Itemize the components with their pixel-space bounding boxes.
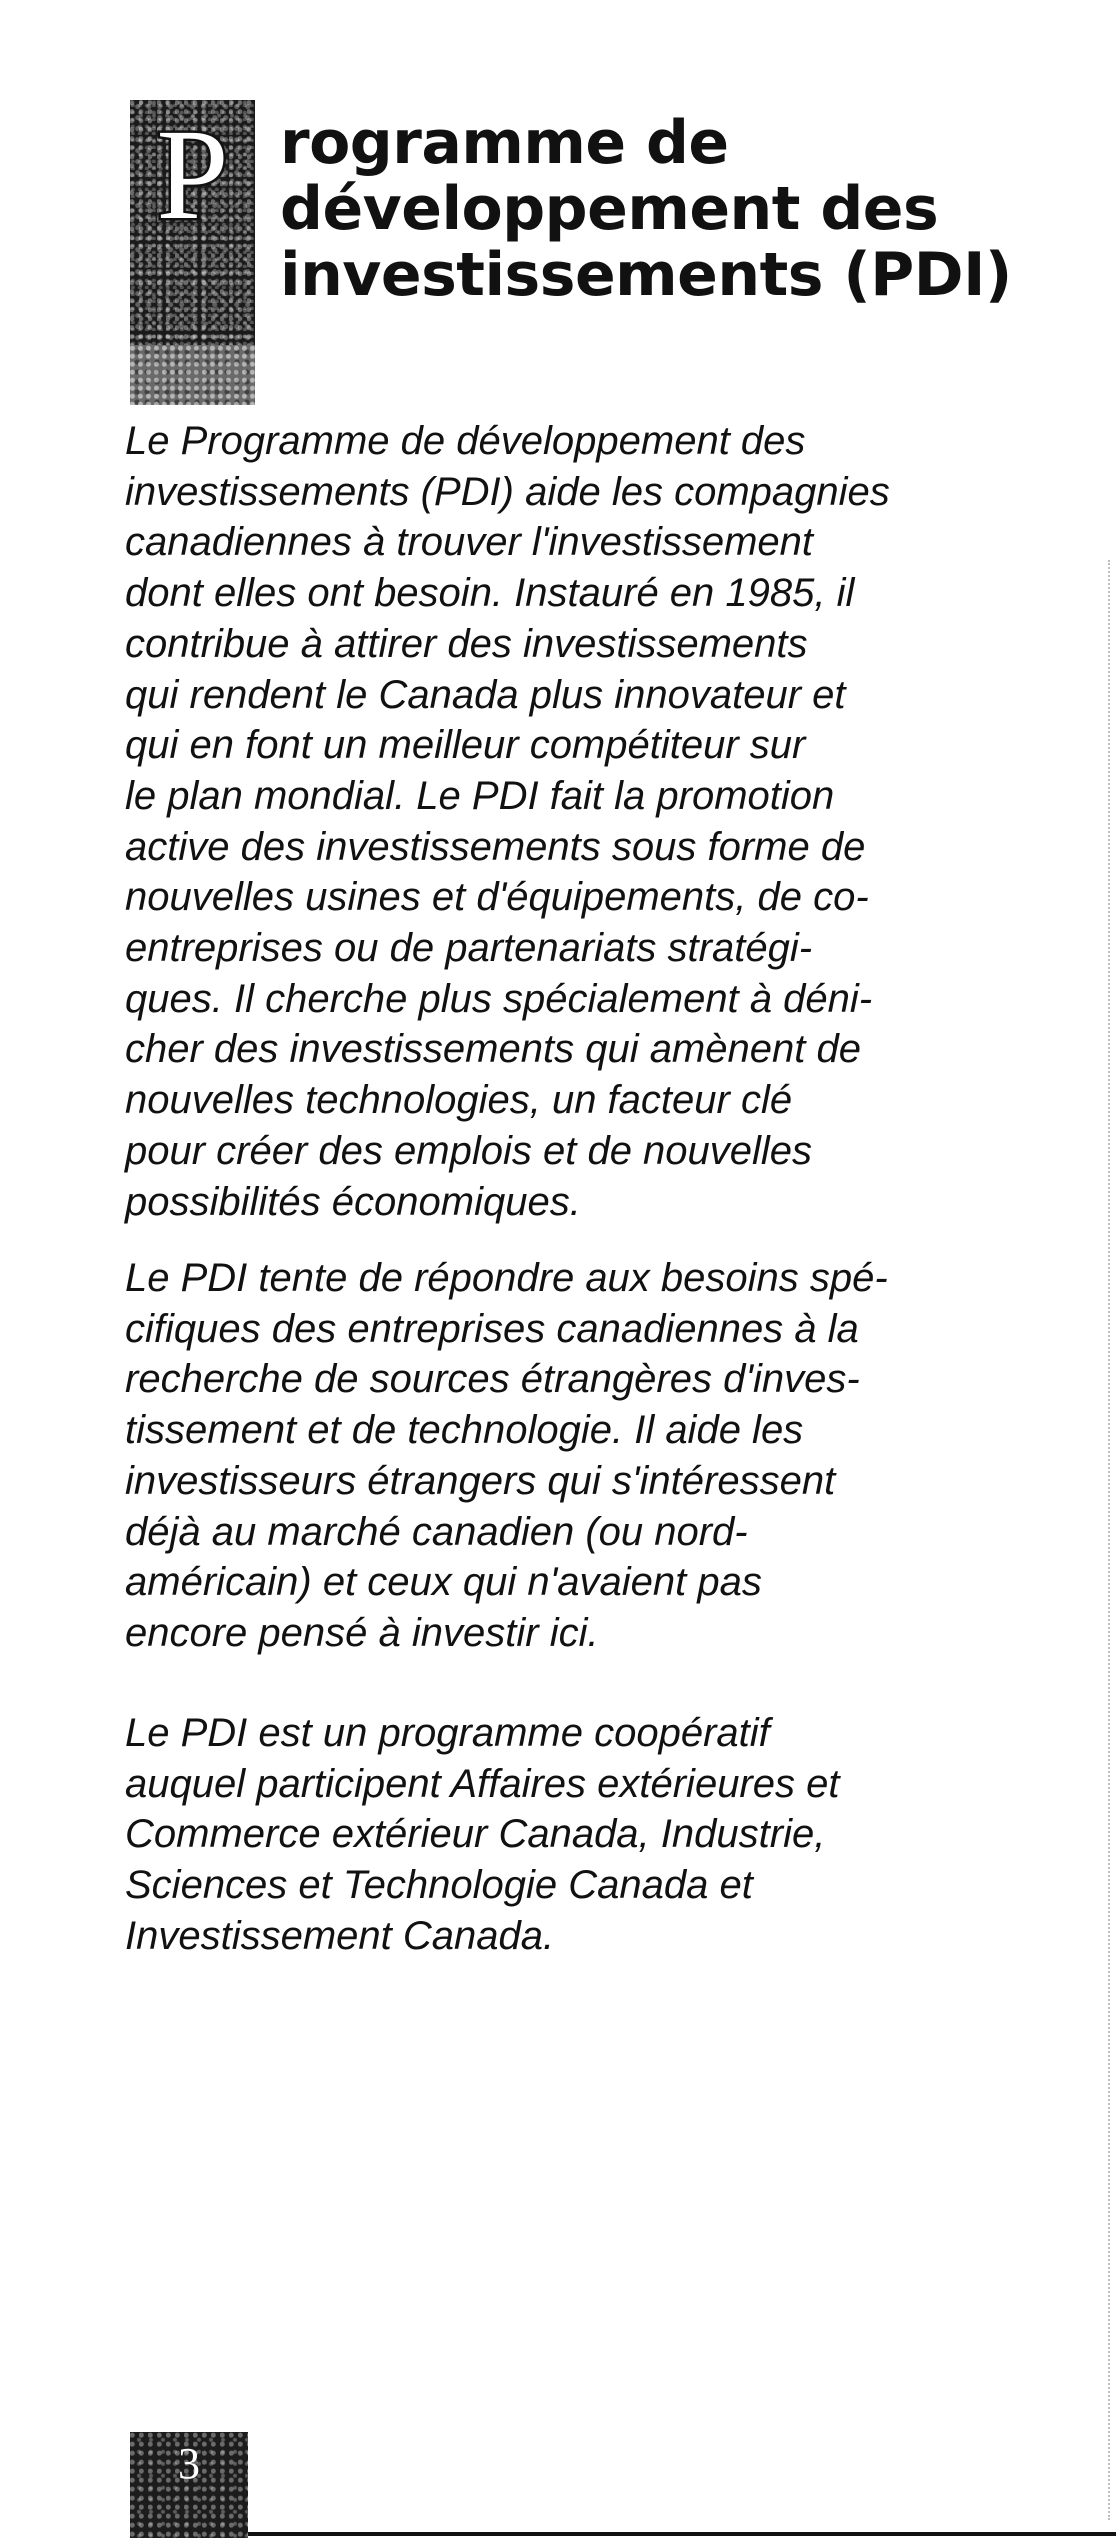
paragraph-partners	[125, 1708, 1015, 1962]
scan-edge-bottom	[240, 2532, 1116, 2536]
text-line: Le Programme de développement des	[125, 419, 806, 463]
text-line: tissement et de technologie. Il aide les	[125, 1408, 804, 1453]
text-line: cifiques des entreprises canadiennes à la	[125, 1306, 859, 1351]
text-line: investissements (PDI) aide les compagnies	[125, 469, 890, 514]
drop-cap-letter: P	[156, 103, 229, 247]
text-line: contribue à attirer des investissements	[125, 621, 808, 666]
paragraph-needs	[125, 1253, 1015, 1659]
text-line: Le PDI tente de répondre aux besoins spé-	[125, 1256, 888, 1300]
text-line: possibilités économiques.	[125, 1179, 581, 1224]
text-line: entreprises ou de partenariats stratégi-	[125, 926, 813, 971]
page-title	[280, 110, 1012, 308]
drop-cap-block	[130, 100, 255, 405]
title-line: rogramme de	[280, 108, 729, 178]
text-line: le plan mondial. Le PDI fait la promotion	[125, 773, 835, 818]
text-line: qui en font un meilleur compétiteur sur	[125, 723, 806, 768]
paragraph-intro	[125, 416, 1015, 1227]
text-line: auquel participent Affaires extérieures et	[125, 1761, 840, 1806]
text-line: dont elles ont besoin. Instauré en 1985, il	[125, 571, 855, 616]
text-line: Investissement Canada.	[125, 1913, 555, 1958]
scan-edge-right	[1108, 560, 1110, 2520]
text-line: Le PDI est un programme coopératif	[125, 1711, 770, 1755]
text-line: investisseurs étrangers qui s'intéressent	[125, 1458, 836, 1503]
text-line: pour créer des emplois et de nouvelles	[125, 1128, 813, 1173]
text-line: active des investissements sous forme de	[125, 824, 866, 869]
text-line: cher des investissements qui amènent de	[125, 1027, 861, 1072]
text-line: nouvelles usines et d'équipements, de co-	[125, 875, 869, 920]
title-line: investissements (PDI)	[280, 240, 1012, 310]
text-line: canadiennes à trouver l'investissement	[125, 520, 814, 565]
text-line: américain) et ceux qui n'avaient pas	[125, 1560, 762, 1605]
text-line: nouvelles technologies, un facteur clé	[125, 1078, 793, 1123]
page-number: 3	[130, 2432, 248, 2538]
title-line: développement des	[280, 174, 939, 244]
text-line: Commerce extérieur Canada, Industrie,	[125, 1812, 826, 1857]
text-line: qui rendent le Canada plus innovateur et	[125, 672, 846, 717]
text-line: recherche de sources étrangères d'inves-	[125, 1357, 860, 1402]
text-line: déjà au marché canadien (ou nord-	[125, 1509, 748, 1554]
drop-cap-texture	[130, 345, 255, 405]
text-line: encore pensé à investir ici.	[125, 1610, 599, 1655]
text-line: Sciences et Technologie Canada et	[125, 1863, 753, 1908]
text-line: ques. Il cherche plus spécialement à déni-	[125, 976, 873, 1021]
